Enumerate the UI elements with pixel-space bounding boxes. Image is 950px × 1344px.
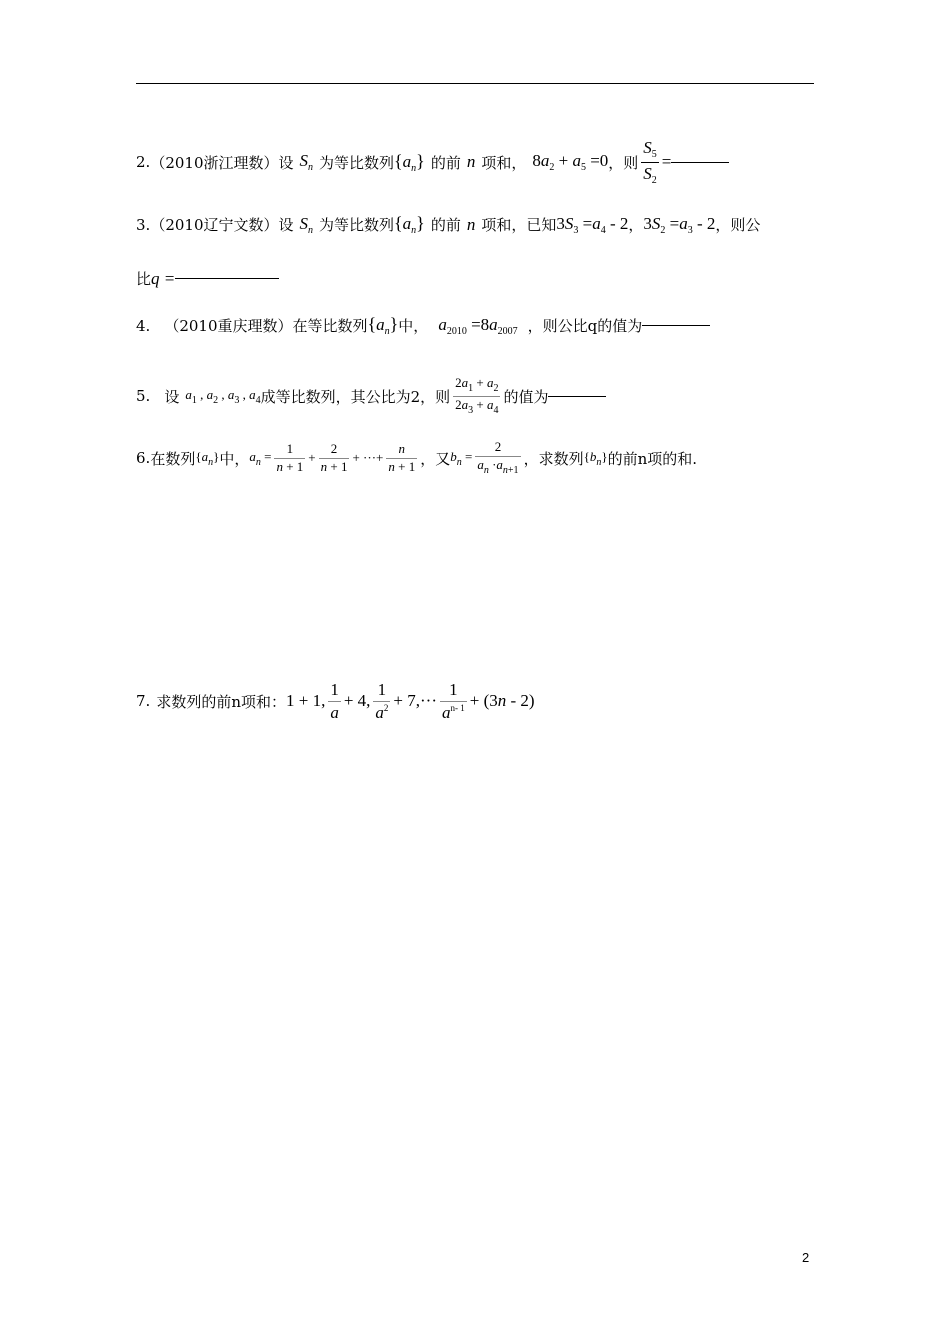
q6-text-3: ，又 xyxy=(420,449,451,468)
q3-text-5: ，则公 xyxy=(715,216,761,234)
q6-text-4: ，求数列 xyxy=(523,449,584,468)
q5-text-2: 成等比数列，其公比为2，则 xyxy=(260,387,451,406)
q3-text-1: 设 xyxy=(278,216,294,234)
q6-text-5: 的前n项的和. xyxy=(607,449,698,468)
q7-frac-1: $\frac{1}{a}$ xyxy=(330,680,339,722)
q2-source: （2010浙江理数） xyxy=(150,153,279,172)
q6-ellipsis: + ···+ xyxy=(352,450,384,466)
q5-fraction: $\frac{2a_1 + a_2}{2a_3 + a_4}$ xyxy=(455,375,499,416)
q6-text-1: 在数列 xyxy=(150,449,196,468)
q2-fraction: $\frac{S_5}{S_2}$ xyxy=(643,138,657,186)
q5-terms: $a_1$ , $a_2$ , $a_3$ , $a_4$ xyxy=(185,386,261,406)
question-3-line-2 xyxy=(136,268,279,289)
q4-source: （2010重庆理数） xyxy=(164,317,293,335)
q6-frac-2: $\frac{2}{n + 1}$ xyxy=(320,440,348,474)
q5-text-1: 设 xyxy=(164,387,180,406)
page-number: 2 xyxy=(802,1250,810,1265)
question-2 xyxy=(136,138,729,186)
q6-an-def: $a_n$ = xyxy=(249,448,272,468)
q3-text-2: 为等比数列 xyxy=(319,216,395,234)
q6-seq-bn: $\{b_n\}$ xyxy=(583,448,608,468)
q4-text-2: 中， xyxy=(398,317,429,335)
q7-term-n: + (3n - 2) xyxy=(469,691,535,711)
q2-equation: $8a_2 + a_5 =0$ xyxy=(532,151,609,173)
question-3 xyxy=(136,213,760,236)
q3-seq-an: $\{a_n\}$ xyxy=(394,213,425,236)
q6-bn-frac: $\frac{2}{a_n \cdot a_{n+1}}$ xyxy=(477,439,519,476)
q3-number: 3. xyxy=(136,215,151,234)
q5-number: 5. xyxy=(136,387,151,405)
q6-text-2: 中， xyxy=(219,449,250,468)
q2-text-1: 设 xyxy=(278,153,294,172)
q3-Sn: $S_n$ xyxy=(299,213,314,236)
q7-term-3: + 7,··· xyxy=(393,691,437,711)
question-6 xyxy=(136,440,697,476)
q3-text-4: 项和，已知 xyxy=(481,216,557,234)
question-5 xyxy=(136,376,606,416)
q6-frac-1: $\frac{1}{n + 1}$ xyxy=(276,440,304,474)
q5-text-3: 的值为 xyxy=(503,387,549,406)
q3-separator: ， xyxy=(628,216,644,234)
q6-frac-n: $\frac{n}{n + 1}$ xyxy=(388,440,416,474)
q7-frac-n: $\frac{1}{a^{n- 1}}$ xyxy=(442,680,465,722)
q4-seq-an: $\{a_n\}$ xyxy=(367,314,399,337)
q3-q-label: q = xyxy=(151,268,176,288)
q7-term-2: + 4, xyxy=(343,691,371,711)
q2-text-2: 为等比数列 xyxy=(319,153,395,172)
q4-number: 4. xyxy=(136,316,151,335)
question-4 xyxy=(136,314,710,337)
q4-equation: $a_{2010} =8a_{2007}$ xyxy=(438,314,518,337)
q2-Sn: $S_n$ xyxy=(299,151,314,173)
q2-equals: = xyxy=(661,152,672,171)
q2-answer-blank xyxy=(671,162,729,163)
question-7 xyxy=(136,680,535,722)
q3-source: （2010辽宁文数） xyxy=(150,216,279,234)
q2-n: n xyxy=(466,152,476,171)
q5-answer-blank xyxy=(548,396,606,397)
q3-line2-text: 比 xyxy=(136,270,152,288)
header-rule xyxy=(136,83,814,84)
q2-seq-an: $\{a_n\}$ xyxy=(394,150,425,174)
q3-answer-blank xyxy=(175,278,279,279)
q2-text-5: ，则 xyxy=(608,153,639,172)
q2-text-3: 的前 xyxy=(430,153,461,172)
q7-frac-2: $\frac{1}{a^2}$ xyxy=(375,680,389,722)
q7-text-1: 求数列的前n项和： xyxy=(156,692,286,711)
q4-text-3: ，则公比q的值为 xyxy=(527,317,643,335)
q2-number: 2. xyxy=(136,153,151,171)
q7-number: 7. xyxy=(136,692,151,711)
q4-text-1: 在等比数列 xyxy=(292,317,368,335)
q6-plus-1: + xyxy=(308,450,316,466)
q3-equation-1: $3S_3 =a_4 - 2$ xyxy=(556,213,629,236)
q3-n: n xyxy=(466,214,476,234)
q3-text-3: 的前 xyxy=(430,216,461,234)
q4-answer-blank xyxy=(642,325,710,326)
q6-number: 6. xyxy=(136,449,151,468)
q6-bn-def: $b_n$ = xyxy=(450,448,473,468)
q7-term-1: 1 + 1, xyxy=(285,691,326,711)
q2-text-4: 项和， xyxy=(481,153,527,172)
q6-seq-an: $\{a_n\}$ xyxy=(195,448,220,468)
q3-equation-2: $3S_2 =a_3 - 2$ xyxy=(643,213,716,236)
